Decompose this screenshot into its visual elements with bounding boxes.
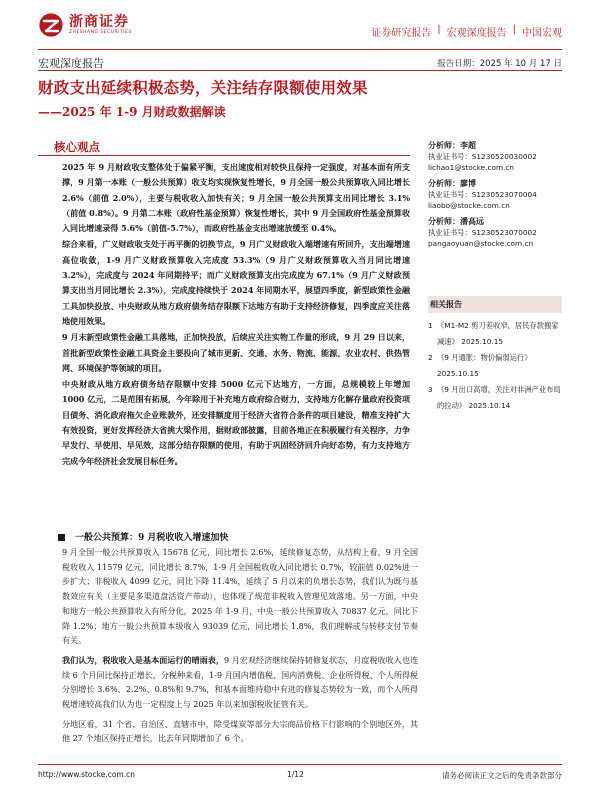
- divider: [38, 70, 562, 71]
- related-report-title: 《9 月出口高增，关注对非洲产业布局的拉动》 2025.10.14: [437, 385, 561, 410]
- report-subtitle: ——2025 年 1-9 月财政数据解读: [38, 105, 226, 119]
- analyst-card: [428, 178, 562, 211]
- nav-item-research-report[interactable]: 证券研究报告: [371, 28, 432, 39]
- related-report-title: 《M1-M2 剪刀差收窄，居民存款搬家减速》 2025.10.15: [437, 321, 559, 346]
- report-type-label: 宏观深度报告: [38, 57, 104, 70]
- nav-item-china-macro[interactable]: 中国宏观: [522, 28, 562, 39]
- related-report-item[interactable]: [428, 382, 562, 414]
- analyst-email[interactable]: lichao1@stocke.com.cn: [428, 163, 515, 172]
- related-reports-list: [428, 318, 562, 414]
- analyst-card: [428, 140, 562, 173]
- report-title: 财政支出延续积极态势，关注结存限额使用效果: [38, 78, 368, 97]
- core-paragraph: 中央财政从地方政府债务结存限额中安排 5000 亿元下达地方，一方面，总规模较上年增加 1000 亿元，二是范围有拓展，今年除用于补充地方政府综合财力，支持地方化解存量政府投资项目债务、消化政府拖欠企业账款外，还安排额度用于经济大省符合条件的项目建设，精准支持扩大有效投资，更好发挥经济大省挑大梁作用，据财政部披露，目前各地正在积极履行有关程序，力争早发行、早使用、早见效，这部分结存限额的使用，有助于巩固经济回升向好态势，有力支持地方完成今年经济社会发展目标任务。: [62, 379, 410, 466]
- analyst-cert: 执业证书号：S1230520030002: [428, 152, 537, 161]
- logo-name-en: ZHESHANG SECURITIES: [69, 30, 132, 35]
- related-report-title: 《9 月通胀：物价偏弱运行》 2025.10.15: [437, 353, 532, 378]
- analyst-name: 分析师：李超: [428, 141, 476, 150]
- footer-divider: [38, 764, 562, 765]
- page-header: [38, 10, 562, 50]
- core-paragraph: 综合来看，广义财政收支处于再平衡的切换节点，9 月广义财政收入端增速有所回升，支出端增速高位收敛，1-9 月广义财政预算收入完成度 53.3%（9 月广义财政预算收入当月同比增速 3.2%），完成度与 2024 年同期持平；而广义财政预算支出完成度为 67.1%（9 月广义财政预算支出当月同比增长 2.3%），完成度持续快于 2024 年同期水平，展望四季度，新型政策性金融工具加快投放、中央财政从地方政府债务结存限额下达地方有助于支持经济修复，四季度应关注落地使用效果。: [62, 239, 410, 326]
- report-date: 报告日期：2025 年 10 月 17 日: [437, 59, 562, 69]
- core-paragraph: 9 月末新型政策性金融工具落地，正加快投放，后续应关注实物工作量的形成，9 月 29 日以来，首批新型政策性金融工具资金主要投向了城市更新、交通、水务、物流、能源、农业农村、供热管网、环境保护等领域的项目。: [62, 332, 410, 373]
- analyst-name: 分析师：潘高远: [428, 217, 484, 226]
- analyst-card: [428, 216, 562, 249]
- section-body: [62, 545, 418, 751]
- divider: [38, 155, 410, 156]
- analyst-email[interactable]: pangaoyuan@stocke.com.cn: [428, 239, 534, 248]
- body-paragraph: 分地区看，31 个省、自治区、直辖市中，除受煤炭等部分大宗商品价格下行影响的个别地区外，其他 27 个地区保持正增长，比去年同期增加了 6 个。: [62, 719, 418, 744]
- core-views-heading: 核心观点: [54, 140, 100, 154]
- nav-item-macro-report[interactable]: 宏观深度报告: [446, 28, 507, 39]
- analyst-cert: 执业证书号：S1230523070002: [428, 228, 537, 237]
- related-report-number: 1: [428, 321, 433, 330]
- related-report-number: 3: [428, 385, 433, 394]
- paragraph-lead: 我们认为，税收收入是基本面运行的晴雨表，: [62, 654, 225, 665]
- core-views-body: [62, 160, 410, 470]
- related-report-number: 2: [428, 353, 433, 362]
- header-nav: [371, 24, 562, 39]
- page-number: 1/12: [287, 770, 304, 779]
- related-report-item[interactable]: [428, 350, 562, 382]
- disclaimer-note: 请务必阅读正文之后的免责条款部分: [442, 771, 562, 780]
- company-logo[interactable]: [38, 12, 132, 38]
- analyst-email[interactable]: liaobo@stocke.com.cn: [428, 201, 510, 210]
- nav-separator: |: [437, 24, 441, 35]
- logo-emblem-icon: [38, 12, 64, 38]
- logo-name-cn: 浙商证券: [69, 14, 129, 30]
- related-report-item[interactable]: [428, 318, 562, 350]
- section-bullet-icon: [58, 534, 65, 541]
- core-paragraph: 2025 年 9 月财政收支整体处于偏紧平衡，支出速度相对较快且保持一定强度，对基本面有所支撑，9 月第一本账（一般公共预算）收支均实现恢复性增长，9 月全国一般公共预算收入同比增长 2.6%（前值 2.0%），主要与税收收入加快有关；9 月全国一般公共预算支出同比增长 3.1%（前值 0.8%）。9 月第二本账（政府性基金预算）恢复性增长，其中 9 月全国政府性基金预算收入同比增速录得 5.6%（前值-5.7%），而政府性基金支出增速放缓至 0.4%。: [62, 162, 410, 234]
- related-reports-heading: 相关报告: [428, 296, 562, 313]
- body-paragraph: 我们认为，税收收入是基本面运行的晴雨表，9 月宏观经济继续保持韧修复状态，月度税收收入也连续 6 个月同比保持正增长，分税种来看，1-9 月国内增值税、国内消费税、企业所得税、个人所得税分别增长 3.6%、2.2%、0.8%和 9.7%，和基本面维持稳中有进的修复态势较为一致，而个人所得税增速较高我们认为也一定程度上与 2025 年以来加强税收征管有关。: [62, 654, 418, 710]
- section-heading: 一般公共预算：9 月税收收入增速加快: [75, 533, 229, 543]
- analyst-sidebar: [428, 140, 562, 254]
- analyst-cert: 执业证书号：S1230523070004: [428, 190, 537, 199]
- footer-website-link[interactable]: http://www.stocke.com.cn: [38, 770, 135, 779]
- nav-separator: |: [512, 24, 516, 35]
- analyst-name: 分析师：廖博: [428, 179, 476, 188]
- body-paragraph: 9 月全国一般公共预算收入 15678 亿元，同比增长 2.6%，延续修复态势，从结构上看，9 月全国税收收入 11579 亿元，同比增长 8.7%，1-9 月全国税收收入同比增长 0.7%，较前值 0.02%进一步扩大；非税收入 4099 亿元，同比下降 11.4%，延续了 5 月以来的负增长态势，我们认为既与基数效应有关（主要是多渠道盘活资产带动），也体现了规范非税收入管理见效落地。另一方面，中央和地方一般公共预算收入有所分化，2025 年 1-9 月，中央一般公共预算收入 70837 亿元，同比下降 1.2%；地方一般公共预算本级收入 93039 亿元，同比增长 1.8%，我们理解或与转移支付节奏有关。: [62, 548, 418, 646]
